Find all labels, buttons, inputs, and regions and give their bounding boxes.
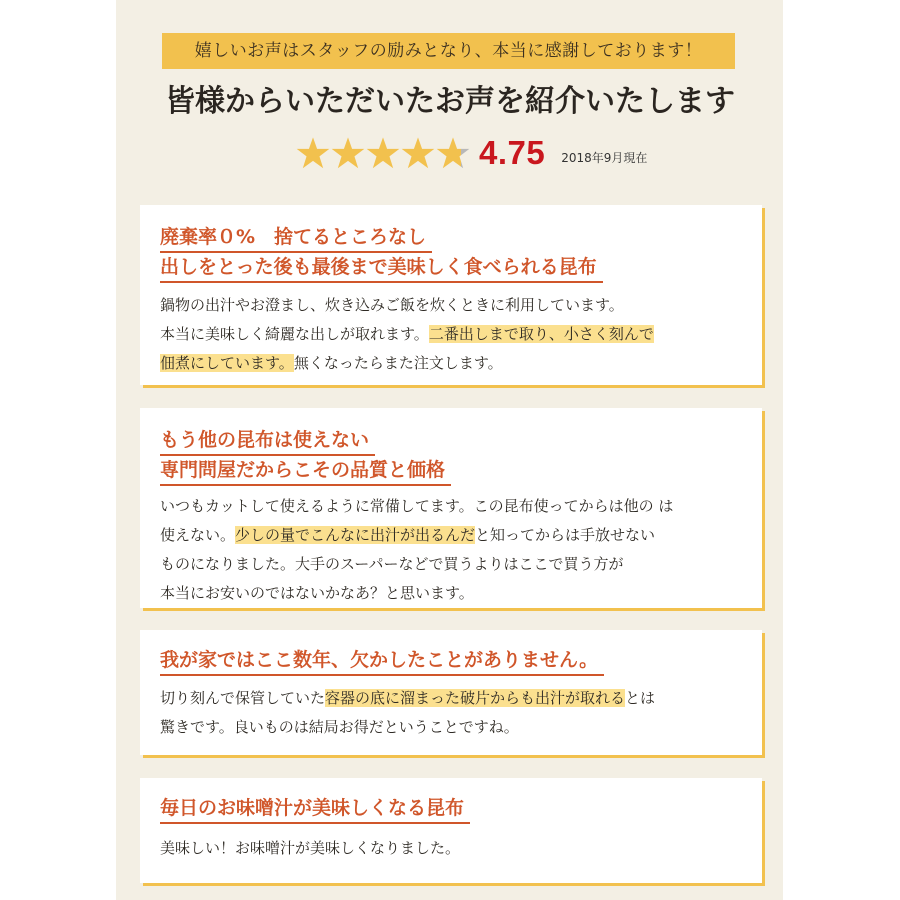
review-body-line	[160, 834, 740, 863]
rating-date: 2018年9月現在	[561, 150, 648, 165]
review-body-line	[160, 492, 740, 521]
star-icon	[401, 136, 435, 170]
highlighted-text: 少しの量でこんなに出汁が出るんだ	[235, 526, 476, 544]
review-title: 廃棄率０% 捨てるところなし	[160, 223, 432, 253]
review-body	[160, 291, 740, 378]
review-body-line	[160, 521, 740, 550]
review-card	[140, 630, 762, 755]
review-body-line	[160, 713, 740, 742]
star-icon	[436, 136, 470, 170]
body-text: 切り刻んで保管していた	[160, 689, 326, 707]
star-rating	[296, 136, 471, 170]
body-text: ものになりました。大手のスーパーなどで買うよりはここで買う方が	[160, 555, 624, 573]
review-title: 出しをとった後も最後まで美味しく食べられる昆布	[160, 253, 603, 283]
review-title: もう他の昆布は使えない	[160, 426, 375, 456]
body-text: 鍋物の出汁やお澄まし、炊き込みご飯を炊くときに利用しています。	[160, 296, 624, 314]
star-icon	[296, 136, 330, 170]
review-body-line	[160, 320, 740, 349]
body-text: 本当に美味しく綺麗な出しが取れます。	[160, 325, 429, 343]
rating-value: 4.75	[479, 134, 546, 171]
review-card	[140, 205, 762, 385]
body-text: とは	[625, 689, 656, 707]
rating-row	[296, 130, 647, 176]
review-card	[140, 408, 762, 608]
review-body	[160, 834, 740, 863]
review-body	[160, 492, 740, 608]
star-icon	[331, 136, 365, 170]
review-title: 専門問屋だからこその品質と価格	[160, 456, 451, 486]
review-title: 我が家ではここ数年、欠かしたことがありません。	[160, 646, 604, 676]
highlighted-text: 佃煮にしています。	[160, 354, 294, 372]
section-headline: 皆様からいただいたお声を紹介いたします	[165, 84, 735, 119]
highlighted-text: 二番出しまで取り、小さく刻んで	[428, 325, 654, 343]
highlighted-text: 容器の底に溜まった破片からも出汁が取れる	[325, 689, 626, 707]
body-text: 美味しい！お味噌汁が美味しくなりました。	[160, 839, 461, 857]
body-text: 本当にお安いのではないかなあ？と思います。	[160, 584, 474, 602]
review-body	[160, 684, 740, 742]
star-icon	[366, 136, 400, 170]
review-body-line	[160, 349, 740, 378]
body-text: 驚きです。良いものは結局お得だということですね。	[160, 718, 519, 736]
body-text: いつもカットして使えるように常備してます。この昆布使ってからは他の は	[160, 497, 674, 515]
review-title: 毎日のお味噌汁が美味しくなる昆布	[160, 794, 470, 824]
body-text: 無くなったらまた注文します。	[293, 354, 503, 372]
body-text: 使えない。	[160, 526, 236, 544]
review-card	[140, 778, 762, 883]
body-text: と知ってからは手放せない	[475, 526, 656, 544]
review-body-line	[160, 550, 740, 579]
review-body-line	[160, 684, 740, 713]
review-body-line	[160, 291, 740, 320]
review-body-line	[160, 579, 740, 608]
thanks-banner: 嬉しいお声はスタッフの励みとなり、本当に感謝しております！	[162, 33, 735, 69]
